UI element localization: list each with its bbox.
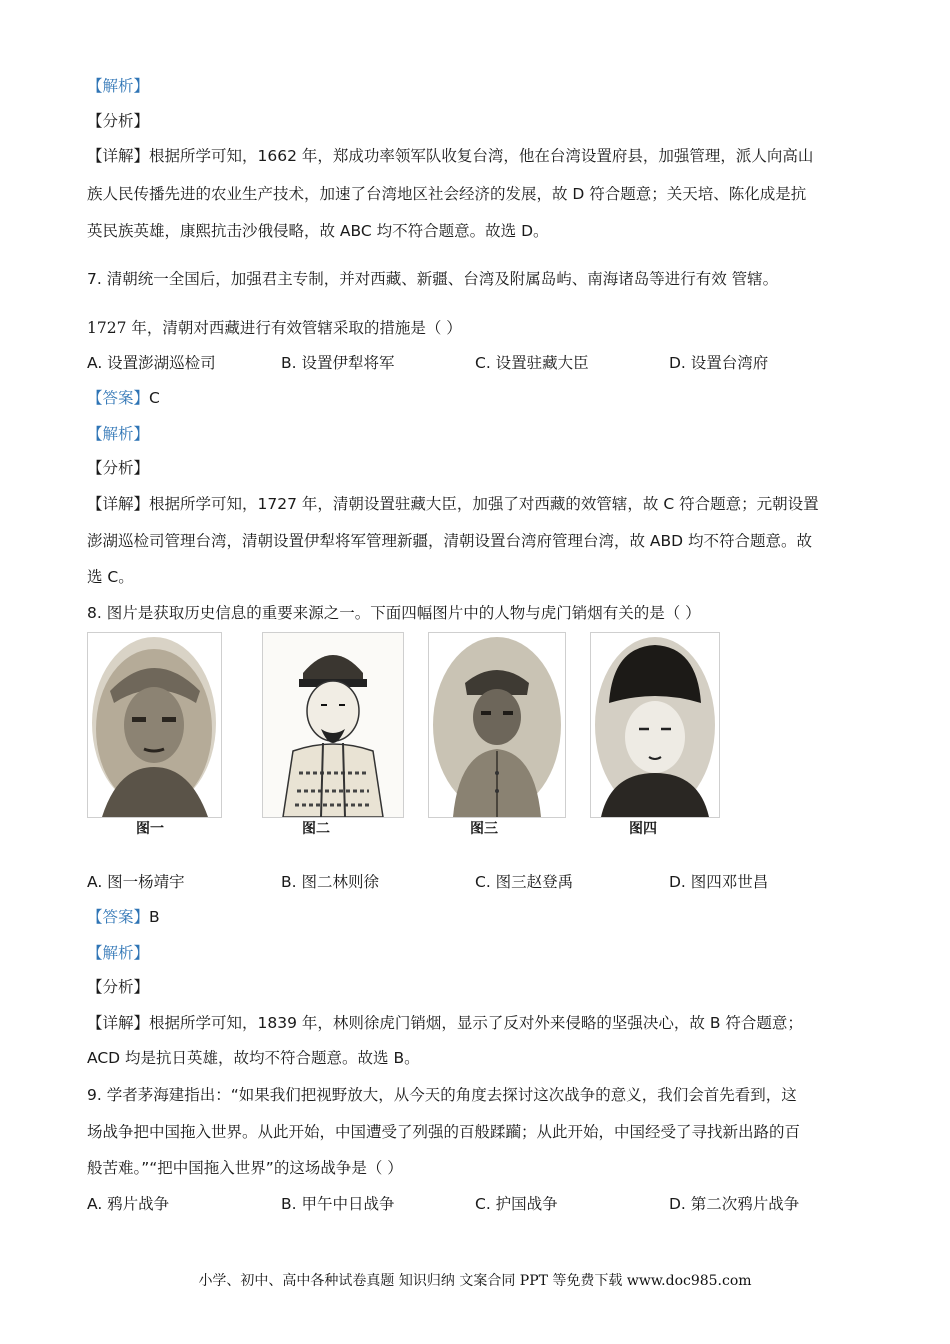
q7-detail-text-1: 根据所学可知，1727 年，清朝设置驻藏大臣，加强了对西藏的效管辖，故 C 符合题意；元朝设置 — [149, 495, 819, 513]
q7-fenxi-label: 【分析】 — [87, 459, 150, 477]
portrait-3-image — [428, 632, 566, 818]
q9-option-d[interactable]: D. 第二次鸦片战争 — [669, 1195, 800, 1213]
q9-stem-line-1: 9. 学者茅海建指出：“如果我们把视野放大，从今天的角度去探讨这次战争的意义，我们会首先看到，这 — [87, 1086, 797, 1104]
q7-option-a[interactable]: A. 设置澎湖巡检司 — [87, 354, 216, 372]
q8-stem: 8. 图片是获取历史信息的重要来源之一。下面四幅图片中的人物与虎门销烟有关的是（ ） — [87, 604, 701, 622]
q7-detail-line-2: 澎湖巡检司管理台湾，清朝设置伊犁将军管理新疆，清朝设置台湾府管理台湾，故 ABD 均不符合题意。故 — [87, 532, 813, 550]
portrait-3-caption: 图三 — [470, 821, 498, 837]
q6-fenxi-label: 【分析】 — [87, 112, 150, 130]
page-footer: 小学、初中、高中各种试卷真题 知识归纳 文案合同 PPT 等免费下载 www.doc985.com — [198, 1273, 752, 1289]
q8-answer-line — [87, 907, 160, 927]
portrait-1-image — [87, 632, 222, 818]
portrait-1-caption: 图一 — [136, 821, 164, 837]
q7-stem-line-2: 1727 年，清朝对西藏进行有效管辖采取的措施是（ ） — [87, 319, 462, 337]
portrait-2-caption: 图二 — [302, 821, 330, 837]
q6-detail-line-2: 族人民传播先进的农业生产技术，加速了台湾地区社会经济的发展，故 D 符合题意；关天培、陈化成是抗 — [87, 185, 807, 203]
q8-detail-line-1 — [87, 1013, 803, 1033]
q8-answer-value: B — [149, 908, 160, 926]
q6-detail-line-3: 英民族英雄，康熙抗击沙俄侵略，故 ABC 均不符合题意。故选 D。 — [87, 222, 549, 240]
portrait-2-image — [262, 632, 404, 818]
q8-jiexi-label: 【解析】 — [87, 944, 150, 962]
q9-option-c[interactable]: C. 护国战争 — [475, 1195, 558, 1213]
q8-answer-tag: 【答案】 — [87, 908, 150, 926]
q7-option-c[interactable]: C. 设置驻藏大臣 — [475, 354, 589, 372]
q7-answer-line — [87, 388, 160, 408]
q9-option-a[interactable]: A. 鸦片战争 — [87, 1195, 170, 1213]
q8-option-b[interactable]: B. 图二林则徐 — [281, 873, 379, 891]
portrait-4-caption: 图四 — [629, 821, 657, 837]
q7-answer-tag: 【答案】 — [87, 389, 150, 407]
q6-jiexi-label: 【解析】 — [87, 77, 150, 95]
q7-jiexi-label: 【解析】 — [87, 425, 150, 443]
q8-option-d[interactable]: D. 图四邓世昌 — [669, 873, 769, 891]
portrait-4-image — [590, 632, 720, 818]
q7-answer-value: C — [149, 389, 160, 407]
q7-detail-line-1 — [87, 494, 819, 514]
q7-option-b[interactable]: B. 设置伊犁将军 — [281, 354, 395, 372]
q9-stem-line-3: 般苦难。”“把中国拖入世界”的这场战争是（ ） — [87, 1159, 403, 1177]
q6-detail-text-1: 根据所学可知，1662 年，郑成功率领军队收复台湾，他在台湾设置府县，加强管理，派人向高山 — [149, 147, 814, 165]
q7-stem-line-1: 7. 清朝统一全国后，加强君主专制，并对西藏、新疆、台湾及附属岛屿、南海诸岛等进行有效 管辖。 — [87, 270, 779, 288]
q7-detail-line-3: 选 C。 — [87, 568, 134, 586]
q8-detail-line-2: ACD 均是抗日英雄，故均不符合题意。故选 B。 — [87, 1049, 420, 1067]
q7-option-d[interactable]: D. 设置台湾府 — [669, 354, 769, 372]
q7-detail-tag: 【详解】 — [87, 495, 150, 513]
q8-detail-tag: 【详解】 — [87, 1014, 150, 1032]
q8-detail-text-1: 根据所学可知，1839 年，林则徐虎门销烟，显示了反对外来侵略的坚强决心，故 B 符合题意； — [149, 1014, 803, 1032]
q8-option-a[interactable]: A. 图一杨靖宇 — [87, 873, 185, 891]
q6-detail-tag: 【详解】 — [87, 147, 150, 165]
q8-fenxi-label: 【分析】 — [87, 978, 150, 996]
q9-stem-line-2: 场战争把中国拖入世界。从此开始，中国遭受了列强的百般蹂躏；从此开始，中国经受了寻找新出路的百 — [87, 1123, 801, 1141]
q8-option-c[interactable]: C. 图三赵登禹 — [475, 873, 574, 891]
q6-detail-line-1 — [87, 146, 813, 166]
q9-option-b[interactable]: B. 甲午中日战争 — [281, 1195, 395, 1213]
